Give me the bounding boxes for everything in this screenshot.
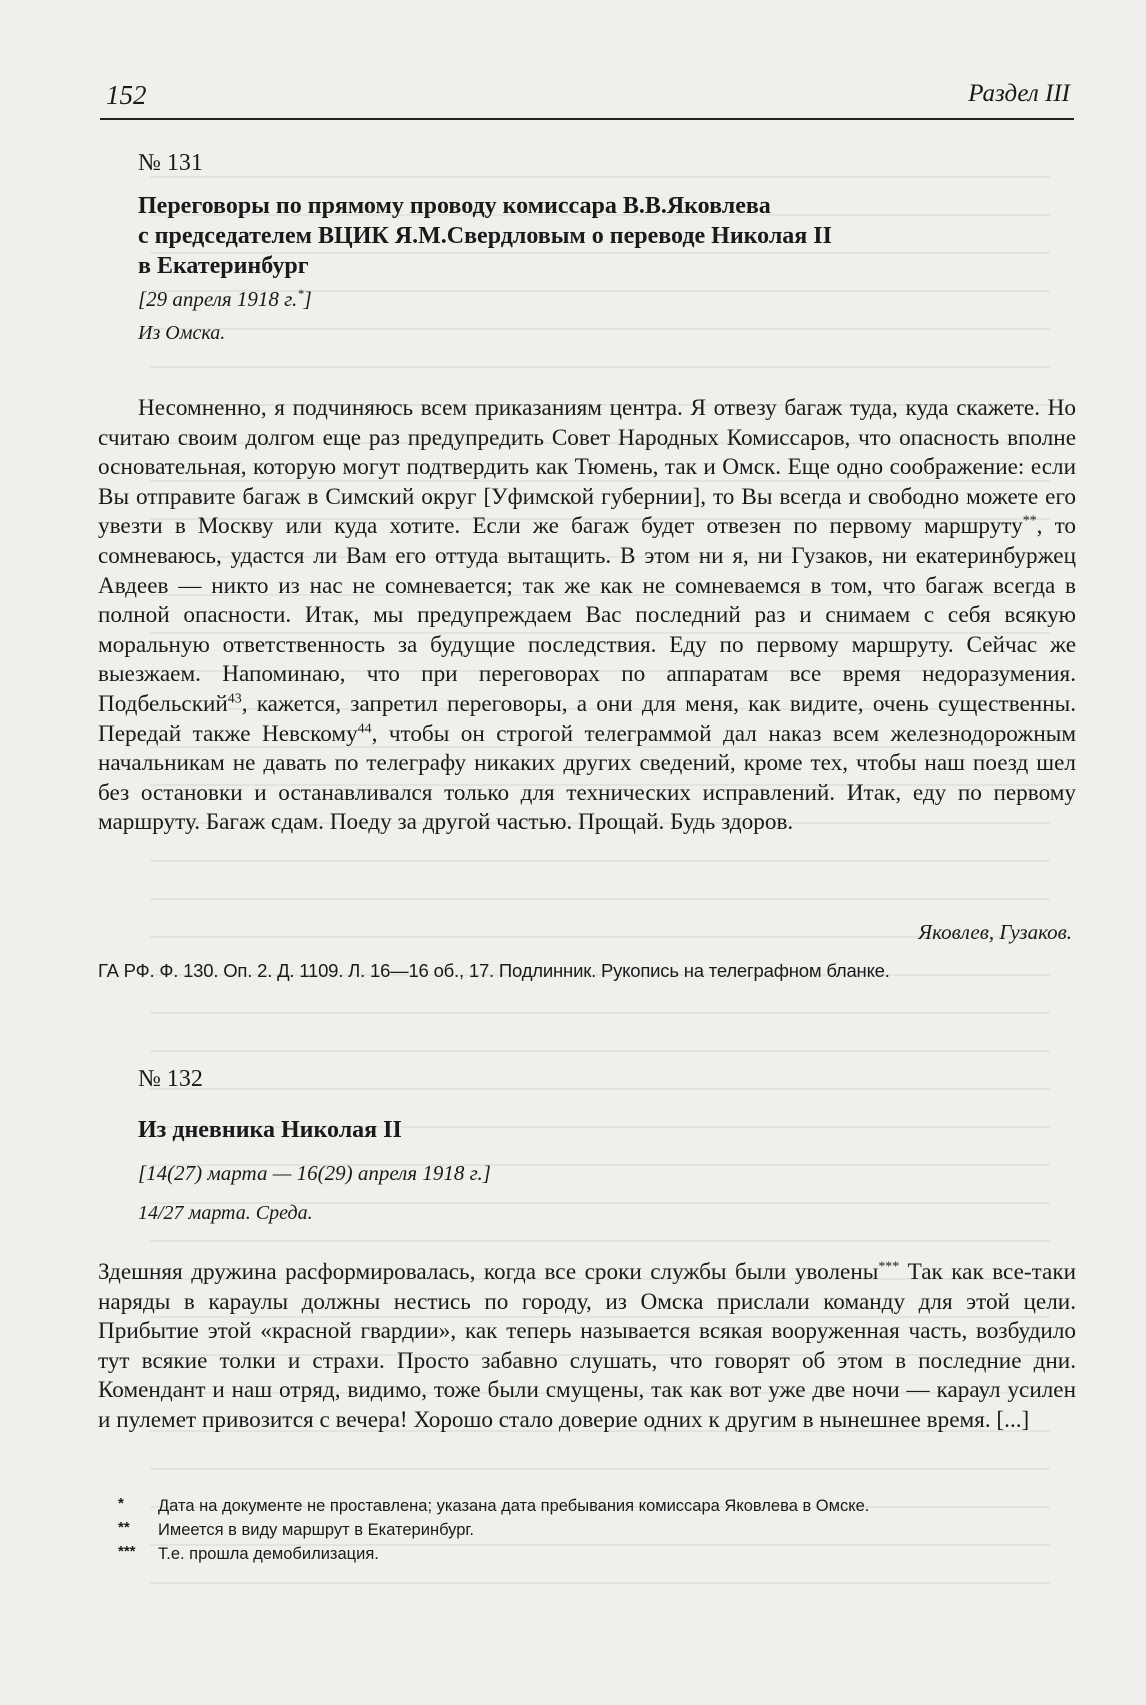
footnote-ref: *: [297, 287, 304, 301]
body-paragraph: Несомненно, я подчиняюсь всем приказаниям центра. Я отвезу багаж туда, куда скажете. Но считаю своим долгом еще раз предупредить Совет Народных Комиссаров, что опасность вполне основательная, которую могут подтвердить как Тюмень, так и Омск. Еще одно соображение: если Вы отправите багаж в Симский округ [Уфимской губернии], то Вы всегда и свободно можете его увезти в Москву или куда хотите. Если же багаж будет отвезен по первому маршруту**, то сомневаюсь, удастся ли Вам его оттуда вытащить. В этом ни я, ни Гузаков, ни екатеринбуржец Авдеев — никто из нас не сомневается; так же как не сомневаемся в том, что багаж всегда в полной опасности. Итак, мы предупреждаем Вас последний раз и снимаем с себя всякую моральную ответственность за будущие последствия. Еду по первому маршруту. Сейчас же выезжаем. Напоминаю, что при переговорах по аппаратам все время недоразумения. Подбельский$^{43}$, кажется, запретил переговоры, а они для меня, как видите, очень существенны. Передай также Невскому$^{44}$, чтобы он строгой телеграммой дал наказ всем железнодорожным начальникам не давать по телеграфу никаких других сведений, кроме тех, чтобы наш поезд шел без остановки и останавливался только для технических исправлений. Итак, еду по первому маршруту. Багаж сдам. Поеду за другой частью. Прощай. Будь здоров.: [98, 395, 1076, 836]
page-number: 152: [106, 80, 147, 110]
document-132-heading: [138, 1066, 1074, 1225]
archive-reference: ГА РФ. Ф. 130. Оп. 2. Д. 1109. Л. 16—16 об., 17. Подлинник. Рукопись на телеграфном бланке.: [98, 960, 890, 981]
document-place: Из Омска.: [138, 322, 226, 344]
signature: Яковлев, Гузаков.: [918, 920, 1072, 944]
footnote-text: Дата на документе не проставлена; указана дата пребывания комиссара Яковлева в Омске.: [158, 1497, 870, 1515]
document-number: № 131: [138, 150, 203, 176]
diary-entry-date: 14/27 марта. Среда.: [138, 1202, 313, 1224]
document-131-heading: [138, 150, 1074, 345]
title-line: в Екатеринбург: [138, 253, 309, 279]
page-header: [100, 78, 1074, 120]
footnote-mark: *: [118, 1495, 124, 1512]
footnote-text: Т.е. прошла демобилизация.: [158, 1545, 379, 1563]
document-132-body: [98, 1258, 1076, 1436]
document-title: [138, 191, 1074, 281]
document-date: [14(27) марта — 16(29) апреля 1918 г.]: [138, 1161, 491, 1185]
body-paragraph: Здешняя дружина расформировалась, когда все сроки службы были уволены*** Так как все-таки наряды в караулы должны нестись по городу, из Омска прислали команду для этой цели. Прибытие этой «красной гвардии», как теперь называется всякая вооруженная часть, возбудило тут всякие толки и страхи. Просто забавно слушать, что говорят об этом в последние дни. Комендант и наш отряд, видимо, тоже были смущены, так как вот уже две ночи — караул усилен и пулемет привозится с вечера! Хорошо стало доверие одних к другим в нынешнее время. [...]: [98, 1259, 1076, 1433]
footnote: [118, 1497, 1076, 1521]
footnote: [118, 1521, 1076, 1545]
footnote-text: Имеется в виду маршрут в Екатеринбург.: [158, 1521, 474, 1539]
title-line: Переговоры по прямому проводу комиссара В.В.Яковлева: [138, 193, 771, 219]
document-date: [29 апреля 1918 г.*]: [138, 287, 312, 311]
section-title: Раздел III: [968, 80, 1070, 107]
footnote-ref: ***: [878, 1259, 900, 1275]
footnote-ref: **: [1022, 513, 1037, 529]
footnote-mark: **: [118, 1519, 130, 1536]
document-number: № 132: [138, 1066, 203, 1092]
document-title: Из дневника Николая II: [138, 1117, 402, 1143]
endnote-ref: 43: [227, 691, 242, 707]
title-line: с председателем ВЦИК Я.М.Свердловым о переводе Николая II: [138, 223, 832, 249]
footnote-mark: ***: [118, 1543, 136, 1560]
document-131-body: [98, 394, 1076, 838]
footnotes: [118, 1497, 1076, 1569]
footnote: [118, 1545, 1076, 1569]
endnote-ref: 44: [357, 720, 372, 736]
